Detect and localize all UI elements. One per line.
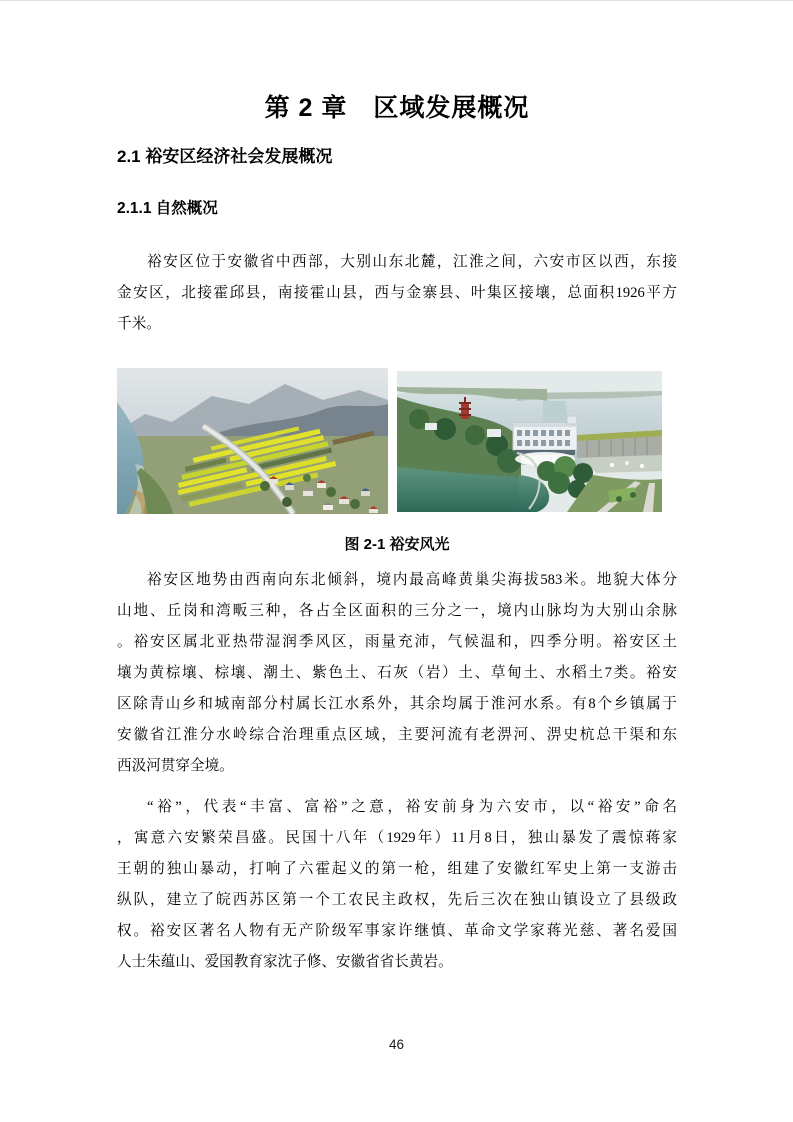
- subsection-heading: 2.1.1 自然概况: [117, 200, 218, 217]
- figure-left: [117, 368, 388, 514]
- page-content: [117, 1, 677, 978]
- page-number: 46: [388, 1037, 405, 1052]
- paragraph-line: 千米。: [117, 316, 161, 332]
- paragraph-intro: [117, 247, 677, 340]
- paragraph-line: 人士朱蕴山、爱国教育家沈子修、安徽省省长黄岩。: [117, 954, 453, 970]
- paragraph-line: 裕安区地势由西南向东北倾斜，境内最高峰黄巢尖海拔583米。地貌大体分: [147, 572, 677, 588]
- paragraph-line: ，寓意六安繁荣昌盛。民国十八年（1929年）11月8日，独山暴发了震惊蒋家: [117, 830, 677, 846]
- section-heading: 2.1 裕安区经济社会发展概况: [117, 147, 333, 166]
- paragraph-geography: [117, 565, 677, 782]
- paragraph-line: 金安区，北接霍邱县，南接霍山县，西与金寨县、叶集区接壤，总面积1926平方: [117, 285, 677, 301]
- chapter-title: 第 2 章 区域发展概况: [264, 94, 530, 122]
- paragraph-line: 王朝的独山暴动，打响了六霍起义的第一枪，组建了安徽红军史上第一支游击: [117, 861, 677, 877]
- paragraph-line: 山地、丘岗和湾畈三种，各占全区面积的三分之一，境内山脉均为大别山余脉: [117, 603, 677, 619]
- paragraph-line: 裕安区位于安徽省中西部，大别山东北麓，江淮之间，六安市区以西，东接: [147, 254, 677, 270]
- figure-caption: 图 2-1 裕安风光: [344, 536, 450, 553]
- paragraph-line: 。裕安区属北亚热带湿润季风区，雨量充沛，气候温和，四季分明。裕安区土: [117, 634, 677, 650]
- paragraph-line: 西汲河贯穿全境。: [117, 758, 234, 774]
- photo-river-dam-aerial: [397, 371, 662, 512]
- paragraph-line: 安徽省江淮分水岭综合治理重点区域，主要河流有老淠河、淠史杭总干渠和东: [117, 727, 677, 743]
- figure-right: [397, 368, 662, 512]
- paragraph-line: 纵队，建立了皖西苏区第一个工农民主政权，先后三次在独山镇设立了县级政: [117, 892, 677, 908]
- figure-row: [117, 368, 677, 514]
- paragraph-history: [117, 792, 677, 978]
- paragraph-line: “裕”，代表“丰富、富裕”之意，裕安前身为六安市，以“裕安”命名: [147, 799, 677, 815]
- paragraph-line: 权。裕安区著名人物有无产阶级军事家许继慎、革命文学家蒋光慈、著名爱国: [117, 923, 677, 939]
- photo-rapeseed-fields-aerial: [117, 368, 388, 514]
- paragraph-line: 区除青山乡和城南部分村属长江水系外，其余均属于淮河水系。有8个乡镇属于: [117, 696, 677, 712]
- paragraph-line: 壤为黄棕壤、棕壤、潮土、紫色土、石灰（岩）土、草甸土、水稻土7类。裕安: [117, 665, 677, 681]
